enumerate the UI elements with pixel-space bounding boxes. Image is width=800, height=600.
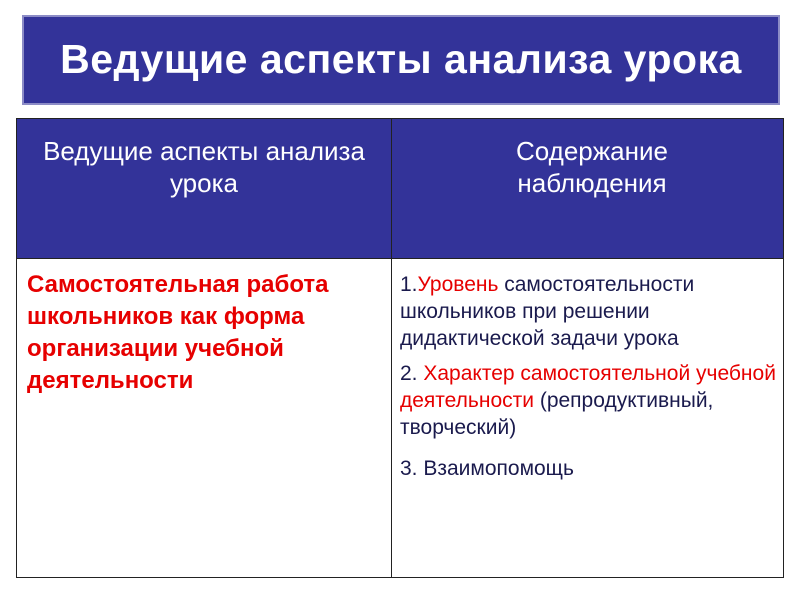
list-item (400, 455, 780, 482)
header-aspects-label: Ведущие аспекты анализа урока (43, 136, 365, 198)
table-header-aspects (17, 119, 392, 259)
table-cell-aspect (17, 259, 392, 577)
item-rest: самостоятельности школьников при решении дидактической задачи урока (400, 273, 695, 350)
item-lead: Уровень (417, 273, 499, 296)
item-number: 2. (400, 362, 418, 385)
item-number: 1. (400, 273, 418, 296)
analysis-table (16, 118, 784, 578)
observation-list (400, 271, 780, 490)
header-content-label: Содержание наблюдения (516, 136, 668, 198)
item-rest: Взаимопомощь (417, 457, 574, 480)
item-rest: (репродуктивный, творческий) (400, 389, 714, 439)
list-item (400, 360, 780, 441)
slide-title-bar (22, 15, 780, 105)
item-lead: Характер самостоятельной учебной деятельности (400, 362, 776, 412)
slide-title: Ведущие аспекты анализа урока (60, 35, 742, 82)
table-cell-content (392, 259, 783, 577)
table-header-content (392, 119, 783, 259)
aspect-text: Самостоятельная работа школьников как форма организации учебной деятельности (27, 271, 329, 394)
list-item (400, 271, 780, 352)
item-number: 3. (400, 457, 418, 480)
